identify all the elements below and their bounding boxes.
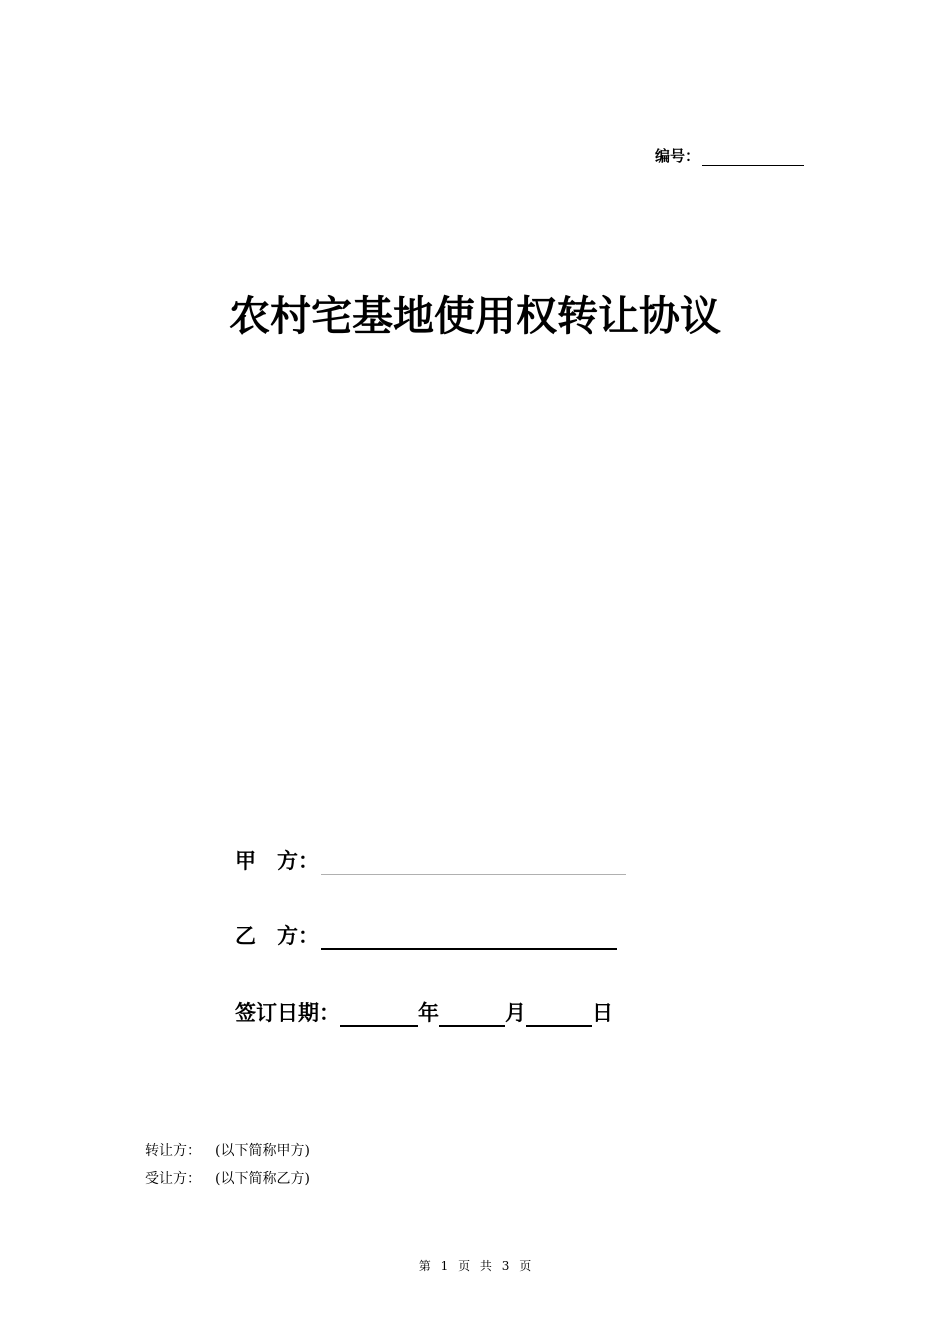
- footer-total-prefix: 共: [479, 1259, 492, 1273]
- footer-page-unit: 页: [458, 1259, 471, 1273]
- transferor-line: [145, 1140, 310, 1160]
- transferee-line: [145, 1168, 310, 1188]
- month-blank[interactable]: [439, 1001, 505, 1027]
- party-b-field: [235, 920, 617, 950]
- party-a-field: [235, 845, 626, 875]
- year-blank[interactable]: [340, 1001, 418, 1027]
- party-b-blank[interactable]: [321, 924, 617, 950]
- party-a-label: 甲 方：: [235, 849, 319, 873]
- current-page-number: 1: [440, 1259, 449, 1273]
- serial-number-label: 编号：: [655, 147, 701, 165]
- day-unit: 日: [592, 1001, 613, 1025]
- party-b-label: 乙 方：: [235, 924, 319, 948]
- day-blank[interactable]: [526, 1001, 592, 1027]
- transferee-label: 受让方：: [145, 1171, 201, 1187]
- transferee-note: (以下简称乙方): [215, 1171, 310, 1187]
- serial-number-blank[interactable]: [702, 149, 804, 166]
- page-footer: [0, 1257, 950, 1274]
- serial-number-field: [655, 145, 804, 166]
- year-unit: 年: [418, 1001, 439, 1025]
- document-title: 农村宅基地使用权转让协议: [229, 292, 721, 340]
- footer-total-unit: 页: [519, 1259, 532, 1273]
- footer-prefix: 第: [418, 1259, 431, 1273]
- month-unit: 月: [505, 1001, 526, 1025]
- party-a-blank[interactable]: [321, 850, 626, 875]
- transferor-note: (以下简称甲方): [215, 1143, 310, 1159]
- total-pages-number: 3: [501, 1259, 510, 1273]
- sign-date-label: 签订日期：: [235, 1001, 340, 1025]
- sign-date-field: [235, 997, 613, 1027]
- transferor-label: 转让方：: [145, 1143, 201, 1159]
